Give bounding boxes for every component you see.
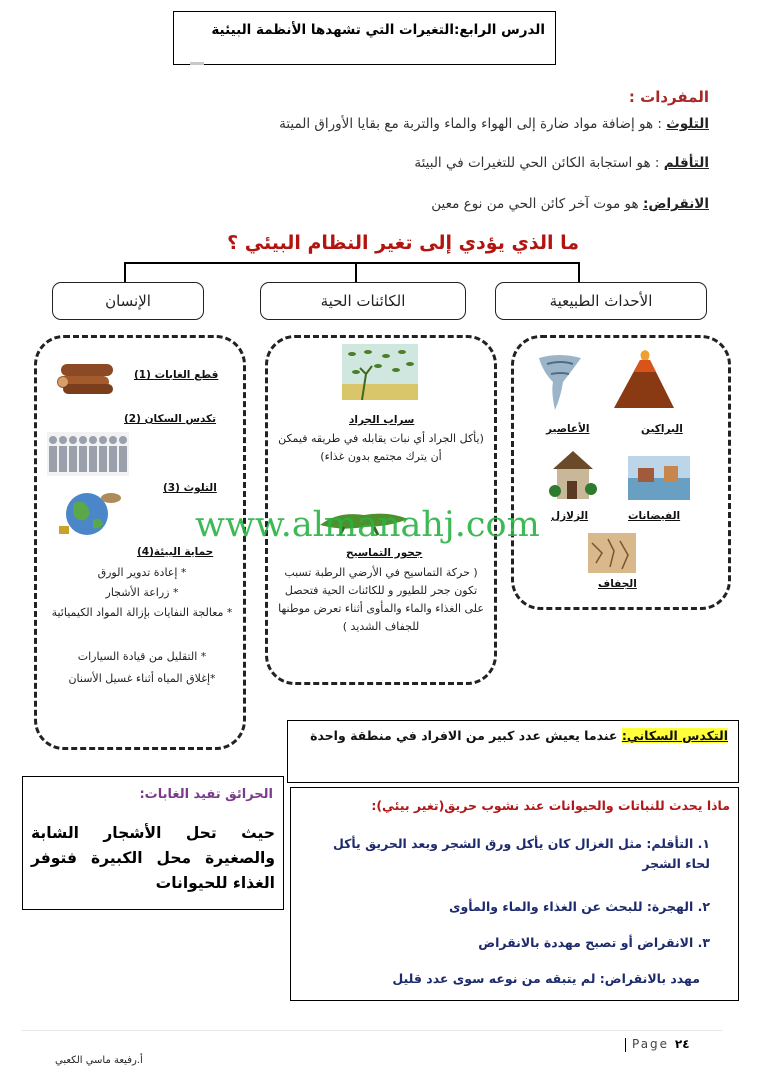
population-term: التكدس السكاني:	[621, 728, 728, 743]
crocodiles-title: جحور التماسيح	[346, 547, 423, 559]
page-word: Page	[632, 1037, 670, 1051]
protection-waste: * معالجة النفايات بإزالة المواد الكيميائية	[51, 606, 233, 619]
fires-body: حيث تحل الأشجار الشابة والصغيرة محل الكبيرة فتوفر الغذاء للحيوانات	[31, 824, 275, 892]
drought-image	[588, 533, 636, 573]
locusts-title: سراب الجراد	[349, 414, 415, 426]
label-volcanoes: البراكين	[641, 423, 683, 435]
fires-box	[22, 776, 284, 910]
protection-recycle: * إعادة تدوير الورق	[97, 566, 187, 579]
volcano-image	[612, 348, 676, 410]
fires-title: الحرائق تفيد الغابات:	[139, 787, 273, 802]
human-item-pollution: (3) التلوث	[163, 482, 217, 494]
hurricane-image	[533, 352, 585, 414]
polluted-earth-image	[55, 486, 123, 538]
logs-image	[55, 360, 117, 396]
category-label: الإنسان	[105, 292, 151, 310]
locust-swarm-image	[342, 344, 418, 400]
animals-fire-item-extinction: ٣. الانقراض أو تصبح مهددة بالانقراض	[478, 935, 710, 950]
category-natural	[495, 282, 707, 320]
animals-fire-box	[290, 787, 739, 1001]
label-drought: الجفاف	[598, 578, 637, 590]
protection-driving: * التقليل من قيادة السيارات	[77, 650, 207, 663]
lesson-title-box	[173, 11, 556, 65]
earthquake-image	[549, 447, 597, 501]
crocodiles-description: ( حركة التماسيح في الأرضي الرطبة تسبب تكون جحر للطيور و للكائنات الحية فتحصل على الغذاء والماء والمأوى أثناء تعرض موطنها للجفاف الشديد )	[278, 566, 484, 633]
population-density-box	[287, 720, 739, 783]
vocabulary-heading: المفردات :	[628, 88, 709, 106]
vocab-extinction	[431, 196, 709, 212]
tree-line-center	[355, 262, 357, 282]
vocab-definition: : هو استجابة الكائن الحي للتغيرات في البيئة	[414, 155, 664, 171]
vocab-adaptation	[414, 155, 709, 171]
category-label: الكائنات الحية	[320, 292, 406, 310]
population-density-text	[310, 728, 728, 743]
locusts-description: (يأكل الجراد أي نبات يقابله في طريقه فيمكن أن يترك مجتمع بدون غذاء)	[278, 432, 484, 463]
category-label: الأحداث الطبيعية	[549, 292, 653, 310]
label-hurricanes: الأعاصير	[546, 423, 590, 435]
category-living	[260, 282, 466, 320]
vocab-definition: هو موت آخر كائن الحي من نوع معين	[431, 196, 643, 212]
vocab-definition: : هو إضافة مواد ضارة إلى الهواء والماء والتربة مع بقايا الأوراق الميتة	[279, 116, 667, 132]
crowd-image	[47, 432, 129, 476]
human-item-overpopulation: (2) تكدس السكان	[124, 413, 217, 425]
label-earthquakes: الزلازل	[551, 510, 589, 522]
endangered-definition: مهدد بالانقراض: لم يتبقه من نوعه سوى عدد قليل	[392, 971, 700, 986]
vocab-term: التلوث	[666, 116, 709, 132]
page-label	[632, 1037, 690, 1051]
vocab-term: التأقلم	[663, 155, 709, 171]
footer-separator	[22, 1030, 722, 1031]
tree-line-right	[578, 262, 580, 282]
central-question: ما الذي يؤدي إلى تغير النظام البيئي ؟	[227, 232, 579, 254]
lesson-title: الدرس الرابع:التغيرات التي تشهدها الأنظمة البيئية	[211, 22, 545, 38]
protection-trees: * زراعة الأشجار	[105, 586, 179, 599]
population-definition: عندما يعيش عدد كبير من الافراد في منطقة واحدة	[310, 728, 622, 743]
title-decoration	[190, 62, 204, 65]
animals-fire-item-adaptation: ١. التأقلم: مثل الغزال كان يأكل ورق الشجر وبعد الحريق يأكل لحاء الشجر	[332, 836, 710, 871]
page-divider	[625, 1038, 626, 1052]
page-number: ٢٤	[674, 1037, 690, 1051]
animals-fire-item-migration: ٢. الهجرة: للبحث عن الغذاء والماء والمأوى	[448, 899, 710, 914]
label-floods: الفيضانات	[628, 510, 681, 522]
tree-line-left	[124, 262, 126, 282]
author-name: أ.رفيعة ماسي الكعبي	[55, 1055, 143, 1066]
tree-line-top	[124, 262, 580, 264]
flood-image	[628, 456, 690, 500]
human-item-protection: (4)حماية البيئة	[137, 546, 214, 558]
protection-water: *إغلاق المياه أثناء غسيل الأسنان	[68, 672, 216, 685]
human-item-deforestation: (1) قطع الغابات	[134, 369, 219, 381]
animals-fire-question: ماذا يحدث للنباتات والحيوانات عند نشوب حريق(تغير بيئي):	[371, 798, 730, 813]
vocab-term: الانقراض:	[642, 196, 709, 212]
watermark: www.almanahj.com	[195, 505, 540, 545]
vocab-pollution	[279, 116, 709, 132]
category-human	[52, 282, 204, 320]
